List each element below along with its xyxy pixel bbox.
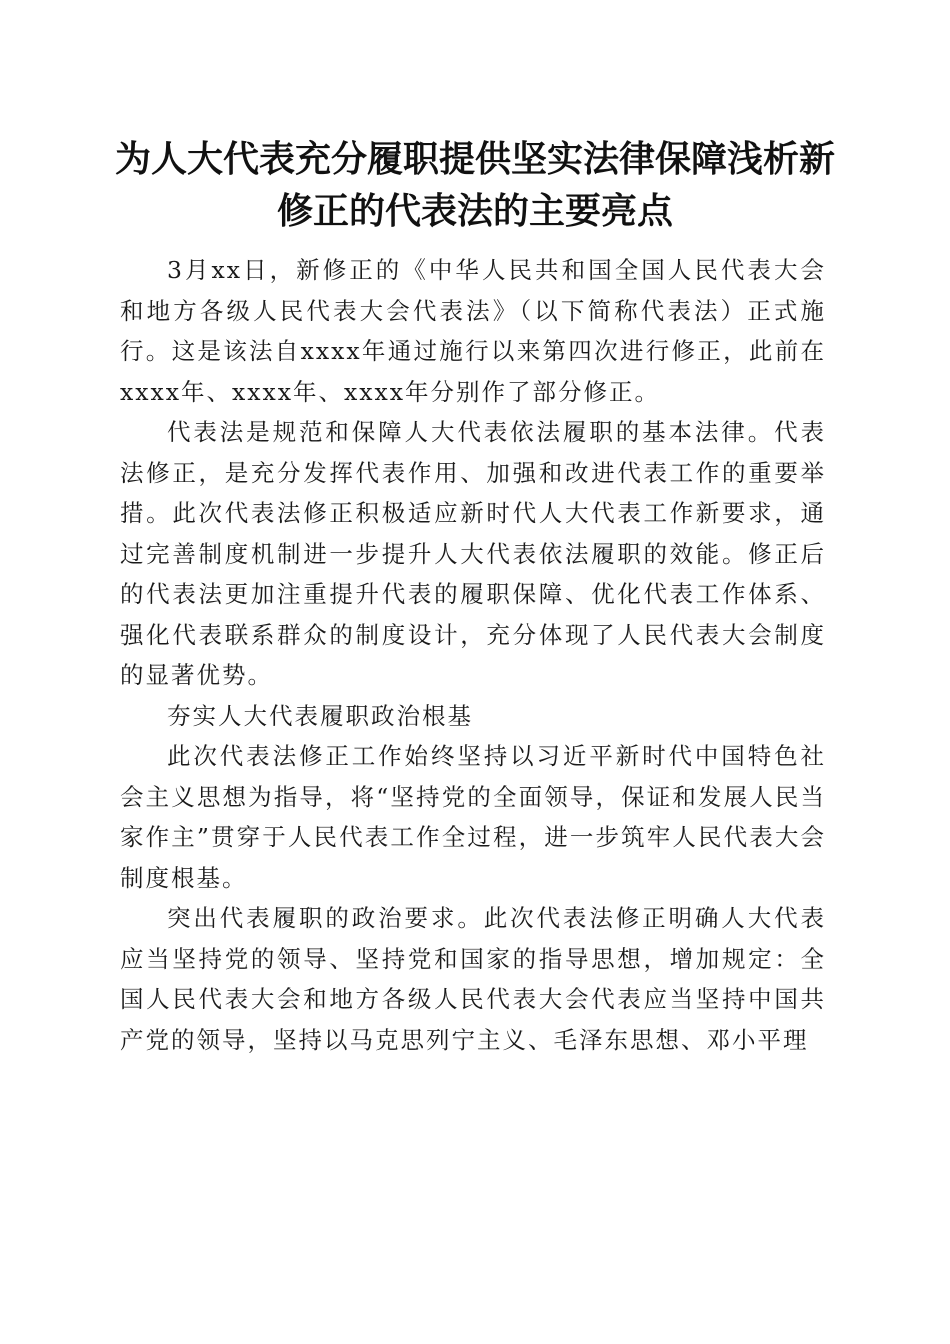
section-heading: 夯实人大代表履职政治根基	[167, 701, 473, 730]
document-title: 为人大代表充分履职提供坚实法律保障浅析新修正的代表法的主要亮点	[114, 138, 835, 232]
paragraph-significance: 代表法是规范和保障人大代表依法履职的基本法律。代表法修正，是充分发挥代表作用、加强和改进代表工作的重要举措。此次代表法修正积极适应新时代人大代表工作新要求，通过完善制度机制进一步提升人大代表依法履职的效能。修正后的代表法更加注重提升代表的履职保障、优化代表工作体系、强化代表联系群众的制度设计，充分体现了人民代表大会制度的显著优势。	[120, 418, 826, 689]
paragraph-intro: 3月xx日，新修正的《中华人民共和国全国人民代表大会和地方各级人民代表大会代表法》（以下简称代表法）正式施行。这是该法自xxxx年通过施行以来第四次进行修正，此前在xxxx年、xxxx年、xxxx年分别作了部分修正。	[120, 256, 826, 406]
document-body	[120, 250, 826, 1060]
paragraph-political-requirements: 突出代表履职的政治要求。此次代表法修正明确人大代表应当坚持党的领导、坚持党和国家的指导思想，增加规定：全国人民代表大会和地方各级人民代表大会代表应当坚持中国共产党的领导，坚持以马克思列宁主义、毛泽东思想、邓小平理	[120, 904, 826, 1054]
paragraph-guidance: 此次代表法修正工作始终坚持以习近平新时代中国特色社会主义思想为指导，将“坚持党的全面领导，保证和发展人民当家作主”贯穿于人民代表工作全过程，进一步筑牢人民代表大会制度根基。	[120, 742, 826, 892]
